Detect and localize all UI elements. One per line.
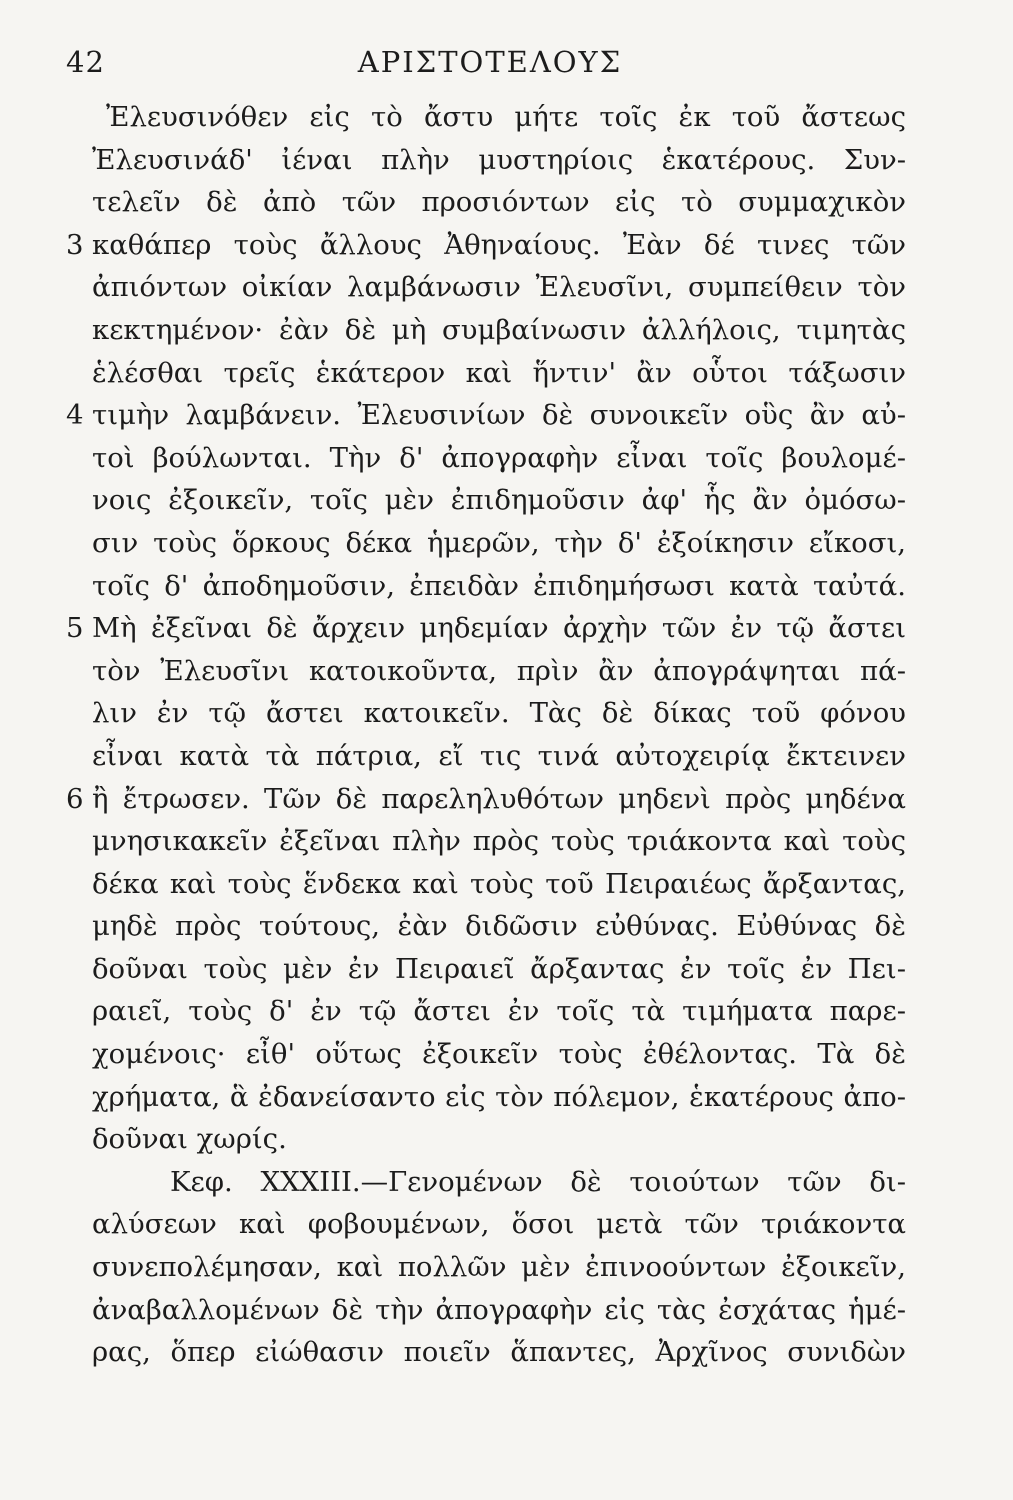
section-number: 5 bbox=[66, 612, 84, 645]
line-text: ἑλέσθαι τρεῖς ἑκάτερον καὶ ἥντιν' ἂν οὗτοι τάξωσιν bbox=[92, 356, 906, 389]
line-text: ἢ ἔτρωσεν. Τῶν δὲ παρεληλυθότων μηδενὶ πρὸς μηδένα bbox=[92, 782, 906, 815]
line-text: κεκτημένον· ἐὰν δὲ μὴ συμβαίνωσιν ἀλλήλοις, τιμητὰς bbox=[92, 313, 906, 346]
section-number: 4 bbox=[66, 399, 84, 432]
running-title: ΑΡΙΣΤΟΤΕΛΟΥΣ bbox=[357, 45, 623, 79]
line-text: τελεῖν δὲ ἀπὸ τῶν προσιόντων εἰς τὸ συμμαχικὸν bbox=[92, 186, 906, 219]
line-text: εἶναι κατὰ τὰ πάτρια, εἴ τις τινά αὐτοχειρίᾳ ἔκτεινεν bbox=[92, 739, 906, 772]
page-number: 42 bbox=[66, 45, 105, 79]
text-line bbox=[66, 266, 914, 309]
text-line bbox=[66, 820, 914, 863]
line-text: Ἐλευσινάδ' ἰέναι πλὴν μυστηρίοις ἑκατέρους. Συν- bbox=[92, 143, 906, 176]
line-text: νοις ἐξοικεῖν, τοῖς μὲν ἐπιδημοῦσιν ἀφ' ἧς ἂν ὀμόσω- bbox=[92, 484, 906, 517]
text-line bbox=[66, 1161, 914, 1204]
text-line bbox=[66, 1331, 914, 1374]
text-line bbox=[66, 437, 914, 480]
line-text: μηδὲ πρὸς τούτους, ἐὰν διδῶσιν εὐθύνας. Εὐθύνας δὲ bbox=[92, 910, 906, 943]
text-line bbox=[66, 1118, 914, 1161]
line-text: χομένοις· εἶθ' οὕτως ἐξοικεῖν τοὺς ἐθέλοντας. Τὰ δὲ bbox=[92, 1038, 906, 1071]
text-line bbox=[66, 607, 914, 650]
body-text bbox=[66, 96, 914, 1374]
line-text: Ἐλευσινόθεν εἰς τὸ ἄστυ μήτε τοῖς ἐκ τοῦ ἄστεως bbox=[106, 101, 906, 133]
text-line bbox=[66, 778, 914, 821]
text-line bbox=[66, 735, 914, 778]
line-text: δοῦναι χωρίς. bbox=[92, 1123, 287, 1156]
line-text: λιν ἐν τῷ ἄστει κατοικεῖν. Τὰς δὲ δίκας τοῦ φόνου bbox=[92, 697, 906, 730]
page-header bbox=[66, 40, 914, 84]
line-text: χρήματα, ἃ ἐδανείσαντο εἰς τὸν πόλεμον, ἑκατέρους ἀπο- bbox=[92, 1080, 906, 1113]
line-text: ρας, ὅπερ εἰώθασιν ποιεῖν ἅπαντες, Ἀρχῖνος συνιδὼν bbox=[92, 1336, 906, 1369]
line-text: ἀπιόντων οἰκίαν λαμβάνωσιν Ἐλευσῖνι, συμπείθειν τὸν bbox=[92, 271, 906, 304]
text-line bbox=[66, 905, 914, 948]
section-number: 3 bbox=[66, 228, 84, 261]
text-line bbox=[66, 565, 914, 608]
line-text: ἀναβαλλομένων δὲ τὴν ἀπογραφὴν εἰς τὰς ἐσχάτας ἡμέ- bbox=[92, 1293, 906, 1326]
text-line bbox=[66, 181, 914, 224]
line-text: δέκα καὶ τοὺς ἕνδεκα καὶ τοὺς τοῦ Πειραιέως ἄρξαντας, bbox=[92, 867, 906, 900]
line-text: τιμὴν λαμβάνειν. Ἐλευσινίων δὲ συνοικεῖν οὓς ἂν αὐ- bbox=[92, 399, 906, 432]
text-line bbox=[66, 522, 914, 565]
text-line bbox=[66, 650, 914, 693]
text-line bbox=[66, 309, 914, 352]
text-line bbox=[66, 948, 914, 991]
line-text: μνησικακεῖν ἐξεῖναι πλὴν πρὸς τοὺς τριάκοντα καὶ τοὺς bbox=[92, 825, 906, 858]
text-line bbox=[66, 1289, 914, 1332]
line-text: Μὴ ἐξεῖναι δὲ ἄρχειν μηδεμίαν ἀρχὴν τῶν ἐν τῷ ἄστει bbox=[92, 612, 906, 645]
line-text: τοῖς δ' ἀποδημοῦσιν, ἐπειδὰν ἐπιδημήσωσι κατὰ ταὐτά. bbox=[92, 569, 906, 602]
line-text: σιν τοὺς ὅρκους δέκα ἡμερῶν, τὴν δ' ἐξοίκησιν εἴκοσι, bbox=[92, 526, 906, 559]
line-text: ραιεῖ, τοὺς δ' ἐν τῷ ἄστει ἐν τοῖς τὰ τιμήματα παρε- bbox=[92, 995, 906, 1028]
line-text: καθάπερ τοὺς ἄλλους Ἀθηναίους. Ἐὰν δέ τινες τῶν bbox=[92, 228, 906, 261]
text-line bbox=[66, 139, 914, 182]
text-line bbox=[66, 1033, 914, 1076]
text-line bbox=[66, 1246, 914, 1289]
line-text: αλύσεων καὶ φοβουμένων, ὅσοι μετὰ τῶν τριάκοντα bbox=[92, 1208, 906, 1241]
section-number: 6 bbox=[66, 782, 84, 815]
line-text: συνεπολέμησαν, καὶ πολλῶν μὲν ἐπινοούντων ἐξοικεῖν, bbox=[92, 1251, 906, 1284]
text-line bbox=[66, 96, 914, 139]
line-text: τὸν Ἐλευσῖνι κατοικοῦντα, πρὶν ἂν ἀπογράψηται πά- bbox=[92, 654, 906, 687]
line-text: Κεφ. XXXIII.—Γενομένων δὲ τοιούτων τῶν δι- bbox=[170, 1165, 906, 1198]
text-line bbox=[66, 863, 914, 906]
text-line bbox=[66, 1076, 914, 1119]
line-text: τοὶ βούλωνται. Τὴν δ' ἀπογραφὴν εἶναι τοῖς βουλομέ- bbox=[92, 441, 906, 474]
text-line bbox=[66, 692, 914, 735]
text-line bbox=[66, 224, 914, 267]
text-line bbox=[66, 479, 914, 522]
text-line bbox=[66, 990, 914, 1033]
line-text: δοῦναι τοὺς μὲν ἐν Πειραιεῖ ἄρξαντας ἐν τοῖς ἐν Πει- bbox=[92, 952, 906, 985]
text-line bbox=[66, 352, 914, 395]
text-line bbox=[66, 394, 914, 437]
text-line bbox=[66, 1203, 914, 1246]
